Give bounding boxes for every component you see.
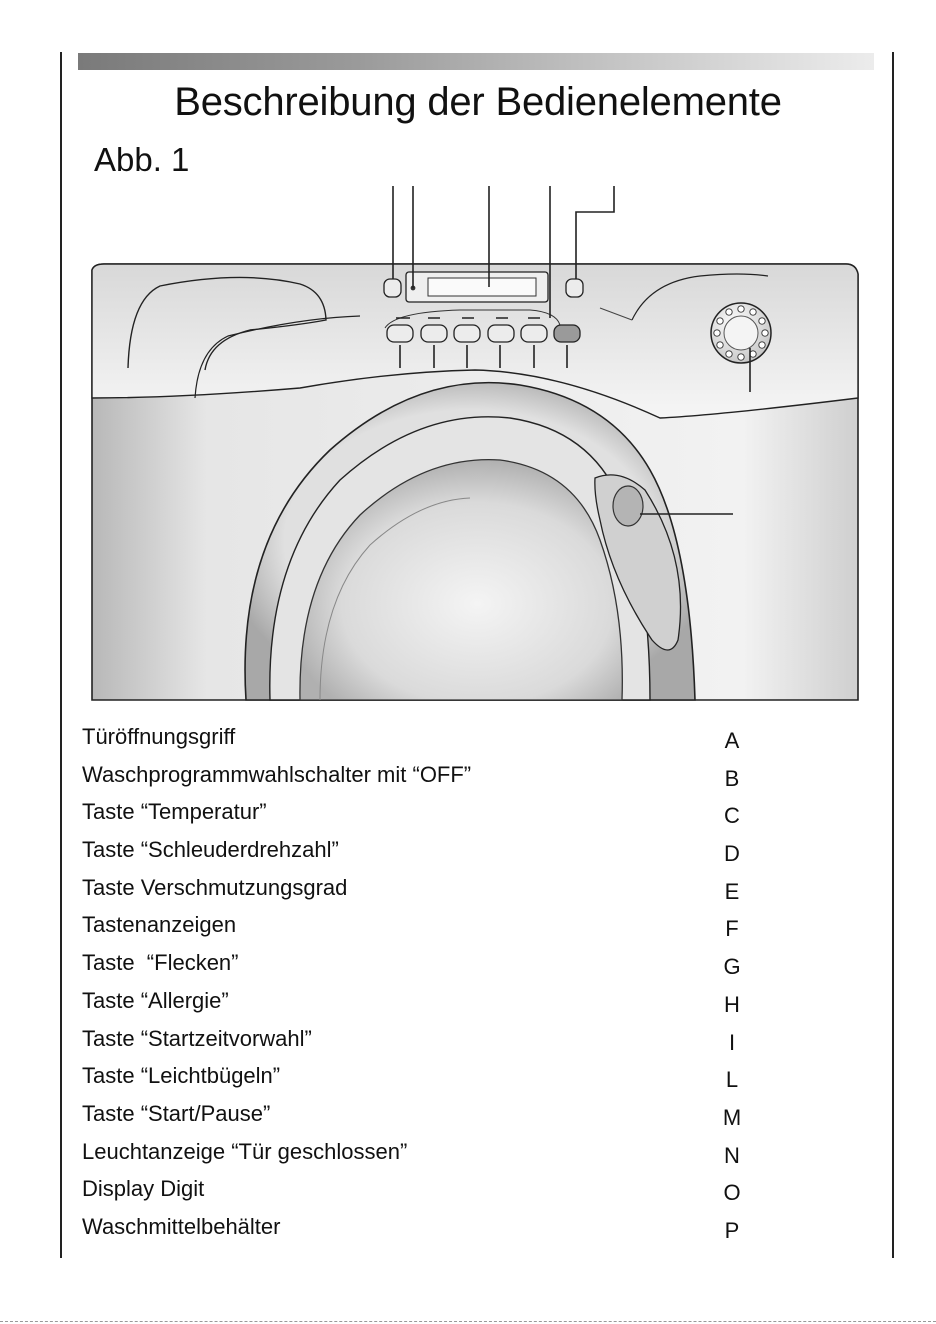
legend-item: Waschprogrammwahlschalter mit “OFF” B — [82, 761, 740, 791]
legend-item: Display Digit O — [82, 1176, 741, 1206]
legend-item: Waschmittelbehälter P — [82, 1213, 740, 1243]
legend-item: Tastenanzeigen F — [82, 912, 739, 942]
page-title: Beschreibung der Bedienelemente — [174, 80, 782, 124]
legend-item: Taste “Schleuderdrehzahl” D — [82, 837, 740, 867]
legend-item: Taste “Startzeitvorwahl” I — [82, 1025, 736, 1055]
legend-item: Leuchtanzeige “Tür geschlossen” N — [82, 1138, 740, 1168]
legend-item: Taste “Leichtbügeln” L — [82, 1063, 739, 1093]
legend-item: Taste “Flecken” G — [82, 950, 741, 980]
washing-machine-illustration — [80, 180, 870, 705]
legend-item: Taste “Allergie” H — [82, 987, 740, 1017]
legend-list — [82, 724, 782, 1252]
legend-item: Taste Verschmutzungsgrad E — [82, 874, 740, 904]
right-margin-line — [892, 52, 894, 1258]
legend-item: Taste “Start/Pause” M — [82, 1100, 742, 1130]
figure-label: Abb. 1 — [94, 141, 190, 178]
left-margin-line — [60, 52, 62, 1258]
legend-item: Taste “Temperatur” C — [82, 799, 740, 829]
legend-item: Türöffnungsgriff A — [82, 724, 740, 753]
header-gradient-bar — [78, 53, 874, 70]
page-bottom-border — [0, 1321, 936, 1322]
